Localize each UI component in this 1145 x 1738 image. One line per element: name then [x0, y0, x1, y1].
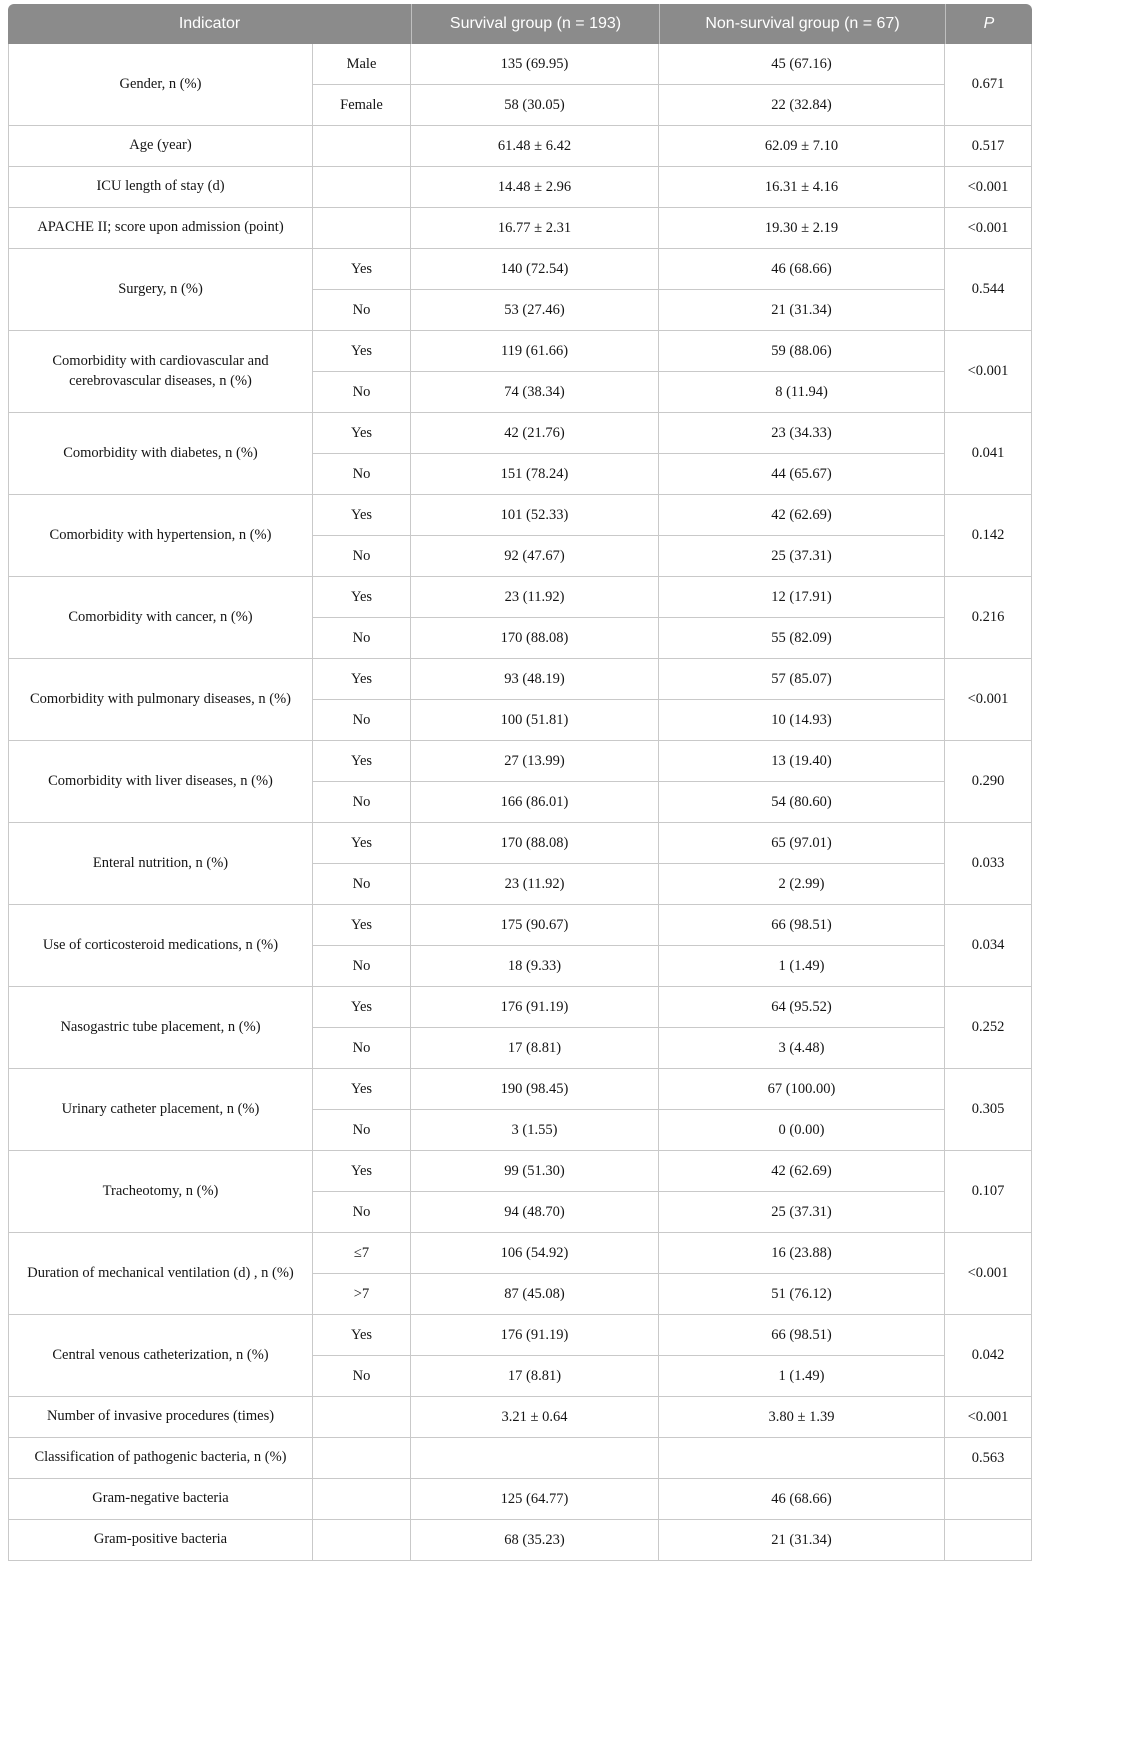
- survival-value-cell: 94 (48.70): [411, 1192, 659, 1233]
- nonsurvival-value-cell: 3.80 ± 1.39: [659, 1397, 945, 1438]
- subcategory-cell: [313, 208, 411, 249]
- table-row: [8, 577, 1032, 618]
- subcategory-cell: No: [313, 618, 411, 659]
- nonsurvival-value-cell: 46 (68.66): [659, 1479, 945, 1520]
- nonsurvival-value-cell: 42 (62.69): [659, 495, 945, 536]
- header-nonsurvival-group: Non-survival group (n = 67): [659, 4, 945, 44]
- nonsurvival-value-cell: 66 (98.51): [659, 1315, 945, 1356]
- p-value-cell: <0.001: [945, 1233, 1032, 1315]
- table-row: [8, 823, 1032, 864]
- subcategory-cell: No: [313, 946, 411, 987]
- subcategory-cell: No: [313, 1028, 411, 1069]
- subcategory-cell: [313, 1520, 411, 1561]
- survival-value-cell: 170 (88.08): [411, 823, 659, 864]
- table-row: [8, 1520, 1032, 1561]
- subcategory-cell: >7: [313, 1274, 411, 1315]
- nonsurvival-value-cell: 66 (98.51): [659, 905, 945, 946]
- nonsurvival-value-cell: 65 (97.01): [659, 823, 945, 864]
- survival-value-cell: 176 (91.19): [411, 1315, 659, 1356]
- p-value-cell: 0.305: [945, 1069, 1032, 1151]
- table-row: [8, 659, 1032, 700]
- subcategory-cell: Yes: [313, 1151, 411, 1192]
- survival-value-cell: 23 (11.92): [411, 864, 659, 905]
- survival-value-cell: 17 (8.81): [411, 1356, 659, 1397]
- subcategory-cell: Yes: [313, 823, 411, 864]
- survival-value-cell: 17 (8.81): [411, 1028, 659, 1069]
- indicator-cell: Gram-negative bacteria: [8, 1479, 313, 1520]
- indicator-cell: Tracheotomy, n (%): [8, 1151, 313, 1233]
- survival-value-cell: 190 (98.45): [411, 1069, 659, 1110]
- table-row: [8, 126, 1032, 167]
- nonsurvival-value-cell: 51 (76.12): [659, 1274, 945, 1315]
- survival-value-cell: 119 (61.66): [411, 331, 659, 372]
- subcategory-cell: No: [313, 700, 411, 741]
- p-value-cell: 0.033: [945, 823, 1032, 905]
- survival-value-cell: 18 (9.33): [411, 946, 659, 987]
- table-row: [8, 905, 1032, 946]
- survival-value-cell: 92 (47.67): [411, 536, 659, 577]
- survival-value-cell: 135 (69.95): [411, 44, 659, 85]
- nonsurvival-value-cell: 1 (1.49): [659, 946, 945, 987]
- header-indicator: Indicator: [8, 4, 411, 44]
- subcategory-cell: Yes: [313, 987, 411, 1028]
- subcategory-cell: No: [313, 372, 411, 413]
- p-value-cell: 0.563: [945, 1438, 1032, 1479]
- nonsurvival-value-cell: 13 (19.40): [659, 741, 945, 782]
- nonsurvival-value-cell: 8 (11.94): [659, 372, 945, 413]
- subcategory-cell: [313, 1438, 411, 1479]
- nonsurvival-value-cell: 3 (4.48): [659, 1028, 945, 1069]
- table-header: [8, 4, 1032, 44]
- nonsurvival-value-cell: 59 (88.06): [659, 331, 945, 372]
- p-value-cell: [945, 1520, 1032, 1561]
- p-value-cell: <0.001: [945, 331, 1032, 413]
- subcategory-cell: No: [313, 1192, 411, 1233]
- indicator-cell: Surgery, n (%): [8, 249, 313, 331]
- subcategory-cell: Yes: [313, 741, 411, 782]
- subcategory-cell: No: [313, 290, 411, 331]
- table-row: [8, 495, 1032, 536]
- indicator-cell: Enteral nutrition, n (%): [8, 823, 313, 905]
- nonsurvival-value-cell: 21 (31.34): [659, 290, 945, 331]
- survival-value-cell: 53 (27.46): [411, 290, 659, 331]
- subcategory-cell: [313, 1479, 411, 1520]
- indicator-cell: Duration of mechanical ventilation (d) , n (%): [8, 1233, 313, 1315]
- survival-value-cell: 68 (35.23): [411, 1520, 659, 1561]
- table-row: [8, 1151, 1032, 1192]
- survival-comparison-table: [8, 4, 1032, 1561]
- p-value-cell: 0.216: [945, 577, 1032, 659]
- subcategory-cell: No: [313, 1356, 411, 1397]
- indicator-cell: Comorbidity with cancer, n (%): [8, 577, 313, 659]
- table-row: [8, 44, 1032, 85]
- nonsurvival-value-cell: 54 (80.60): [659, 782, 945, 823]
- indicator-cell: Central venous catheterization, n (%): [8, 1315, 313, 1397]
- survival-value-cell: 99 (51.30): [411, 1151, 659, 1192]
- subcategory-cell: Yes: [313, 905, 411, 946]
- nonsurvival-value-cell: 22 (32.84): [659, 85, 945, 126]
- p-value-cell: <0.001: [945, 208, 1032, 249]
- subcategory-cell: Yes: [313, 659, 411, 700]
- subcategory-cell: Yes: [313, 1069, 411, 1110]
- survival-value-cell: 151 (78.24): [411, 454, 659, 495]
- nonsurvival-value-cell: 10 (14.93): [659, 700, 945, 741]
- p-value-cell: [945, 1479, 1032, 1520]
- subcategory-cell: No: [313, 1110, 411, 1151]
- indicator-cell: Urinary catheter placement, n (%): [8, 1069, 313, 1151]
- survival-value-cell: 106 (54.92): [411, 1233, 659, 1274]
- nonsurvival-value-cell: 67 (100.00): [659, 1069, 945, 1110]
- survival-value-cell: 100 (51.81): [411, 700, 659, 741]
- subcategory-cell: No: [313, 536, 411, 577]
- p-value-cell: 0.034: [945, 905, 1032, 987]
- survival-value-cell: 166 (86.01): [411, 782, 659, 823]
- p-value-cell: 0.671: [945, 44, 1032, 126]
- nonsurvival-value-cell: 0 (0.00): [659, 1110, 945, 1151]
- survival-value-cell: 74 (38.34): [411, 372, 659, 413]
- indicator-cell: Age (year): [8, 126, 313, 167]
- nonsurvival-value-cell: 42 (62.69): [659, 1151, 945, 1192]
- nonsurvival-value-cell: [659, 1438, 945, 1479]
- survival-value-cell: 170 (88.08): [411, 618, 659, 659]
- survival-value-cell: [411, 1438, 659, 1479]
- indicator-cell: Nasogastric tube placement, n (%): [8, 987, 313, 1069]
- p-value-cell: 0.544: [945, 249, 1032, 331]
- nonsurvival-value-cell: 45 (67.16): [659, 44, 945, 85]
- survival-value-cell: 87 (45.08): [411, 1274, 659, 1315]
- subcategory-cell: Yes: [313, 495, 411, 536]
- subcategory-cell: Female: [313, 85, 411, 126]
- subcategory-cell: No: [313, 864, 411, 905]
- indicator-cell: ICU length of stay (d): [8, 167, 313, 208]
- subcategory-cell: ≤7: [313, 1233, 411, 1274]
- nonsurvival-value-cell: 16 (23.88): [659, 1233, 945, 1274]
- indicator-cell: Classification of pathogenic bacteria, n (%): [8, 1438, 313, 1479]
- survival-value-cell: 23 (11.92): [411, 577, 659, 618]
- subcategory-cell: No: [313, 454, 411, 495]
- p-value-cell: 0.041: [945, 413, 1032, 495]
- table-row: [8, 1315, 1032, 1356]
- nonsurvival-value-cell: 21 (31.34): [659, 1520, 945, 1561]
- p-value-cell: 0.517: [945, 126, 1032, 167]
- subcategory-cell: [313, 1397, 411, 1438]
- survival-value-cell: 140 (72.54): [411, 249, 659, 290]
- nonsurvival-value-cell: 16.31 ± 4.16: [659, 167, 945, 208]
- p-value-cell: <0.001: [945, 659, 1032, 741]
- table-row: [8, 413, 1032, 454]
- nonsurvival-value-cell: 44 (65.67): [659, 454, 945, 495]
- survival-value-cell: 27 (13.99): [411, 741, 659, 782]
- survival-value-cell: 42 (21.76): [411, 413, 659, 454]
- subcategory-cell: [313, 167, 411, 208]
- p-value-cell: <0.001: [945, 167, 1032, 208]
- table-row: [8, 331, 1032, 372]
- nonsurvival-value-cell: 55 (82.09): [659, 618, 945, 659]
- table-row: [8, 987, 1032, 1028]
- p-value-cell: 0.042: [945, 1315, 1032, 1397]
- table-row: [8, 1233, 1032, 1274]
- subcategory-cell: Yes: [313, 249, 411, 290]
- indicator-cell: Comorbidity with liver diseases, n (%): [8, 741, 313, 823]
- subcategory-cell: Yes: [313, 577, 411, 618]
- nonsurvival-value-cell: 57 (85.07): [659, 659, 945, 700]
- nonsurvival-value-cell: 2 (2.99): [659, 864, 945, 905]
- indicator-cell: APACHE II; score upon admission (point): [8, 208, 313, 249]
- nonsurvival-value-cell: 12 (17.91): [659, 577, 945, 618]
- survival-value-cell: 58 (30.05): [411, 85, 659, 126]
- subcategory-cell: Yes: [313, 413, 411, 454]
- table-row: [8, 741, 1032, 782]
- nonsurvival-value-cell: 1 (1.49): [659, 1356, 945, 1397]
- table-row: [8, 1438, 1032, 1479]
- indicator-cell: Comorbidity with pulmonary diseases, n (%): [8, 659, 313, 741]
- survival-value-cell: 93 (48.19): [411, 659, 659, 700]
- subcategory-cell: [313, 126, 411, 167]
- survival-value-cell: 176 (91.19): [411, 987, 659, 1028]
- table-header-row: [8, 4, 1032, 44]
- nonsurvival-value-cell: 23 (34.33): [659, 413, 945, 454]
- subcategory-cell: Male: [313, 44, 411, 85]
- p-value-cell: 0.252: [945, 987, 1032, 1069]
- nonsurvival-value-cell: 25 (37.31): [659, 1192, 945, 1233]
- subcategory-cell: Yes: [313, 1315, 411, 1356]
- table-row: [8, 208, 1032, 249]
- survival-value-cell: 14.48 ± 2.96: [411, 167, 659, 208]
- header-p-value: P: [945, 4, 1032, 44]
- indicator-cell: Comorbidity with diabetes, n (%): [8, 413, 313, 495]
- nonsurvival-value-cell: 64 (95.52): [659, 987, 945, 1028]
- subcategory-cell: Yes: [313, 331, 411, 372]
- survival-value-cell: 175 (90.67): [411, 905, 659, 946]
- nonsurvival-value-cell: 25 (37.31): [659, 536, 945, 577]
- nonsurvival-value-cell: 46 (68.66): [659, 249, 945, 290]
- indicator-cell: Number of invasive procedures (times): [8, 1397, 313, 1438]
- table-row: [8, 167, 1032, 208]
- table-row: [8, 1397, 1032, 1438]
- survival-value-cell: 16.77 ± 2.31: [411, 208, 659, 249]
- survival-value-cell: 3 (1.55): [411, 1110, 659, 1151]
- p-value-cell: 0.290: [945, 741, 1032, 823]
- indicator-cell: Use of corticosteroid medications, n (%): [8, 905, 313, 987]
- table-row: [8, 1479, 1032, 1520]
- table-row: [8, 1069, 1032, 1110]
- subcategory-cell: No: [313, 782, 411, 823]
- p-value-cell: 0.142: [945, 495, 1032, 577]
- indicator-cell: Comorbidity with cardiovascular and cerebrovascular diseases, n (%): [8, 331, 313, 413]
- indicator-cell: Comorbidity with hypertension, n (%): [8, 495, 313, 577]
- nonsurvival-value-cell: 19.30 ± 2.19: [659, 208, 945, 249]
- survival-value-cell: 125 (64.77): [411, 1479, 659, 1520]
- indicator-cell: Gram-positive bacteria: [8, 1520, 313, 1561]
- survival-value-cell: 3.21 ± 0.64: [411, 1397, 659, 1438]
- p-value-cell: 0.107: [945, 1151, 1032, 1233]
- survival-value-cell: 101 (52.33): [411, 495, 659, 536]
- table-row: [8, 249, 1032, 290]
- header-survival-group: Survival group (n = 193): [411, 4, 659, 44]
- nonsurvival-value-cell: 62.09 ± 7.10: [659, 126, 945, 167]
- indicator-cell: Gender, n (%): [8, 44, 313, 126]
- table-body: [8, 44, 1032, 1561]
- p-value-cell: <0.001: [945, 1397, 1032, 1438]
- survival-value-cell: 61.48 ± 6.42: [411, 126, 659, 167]
